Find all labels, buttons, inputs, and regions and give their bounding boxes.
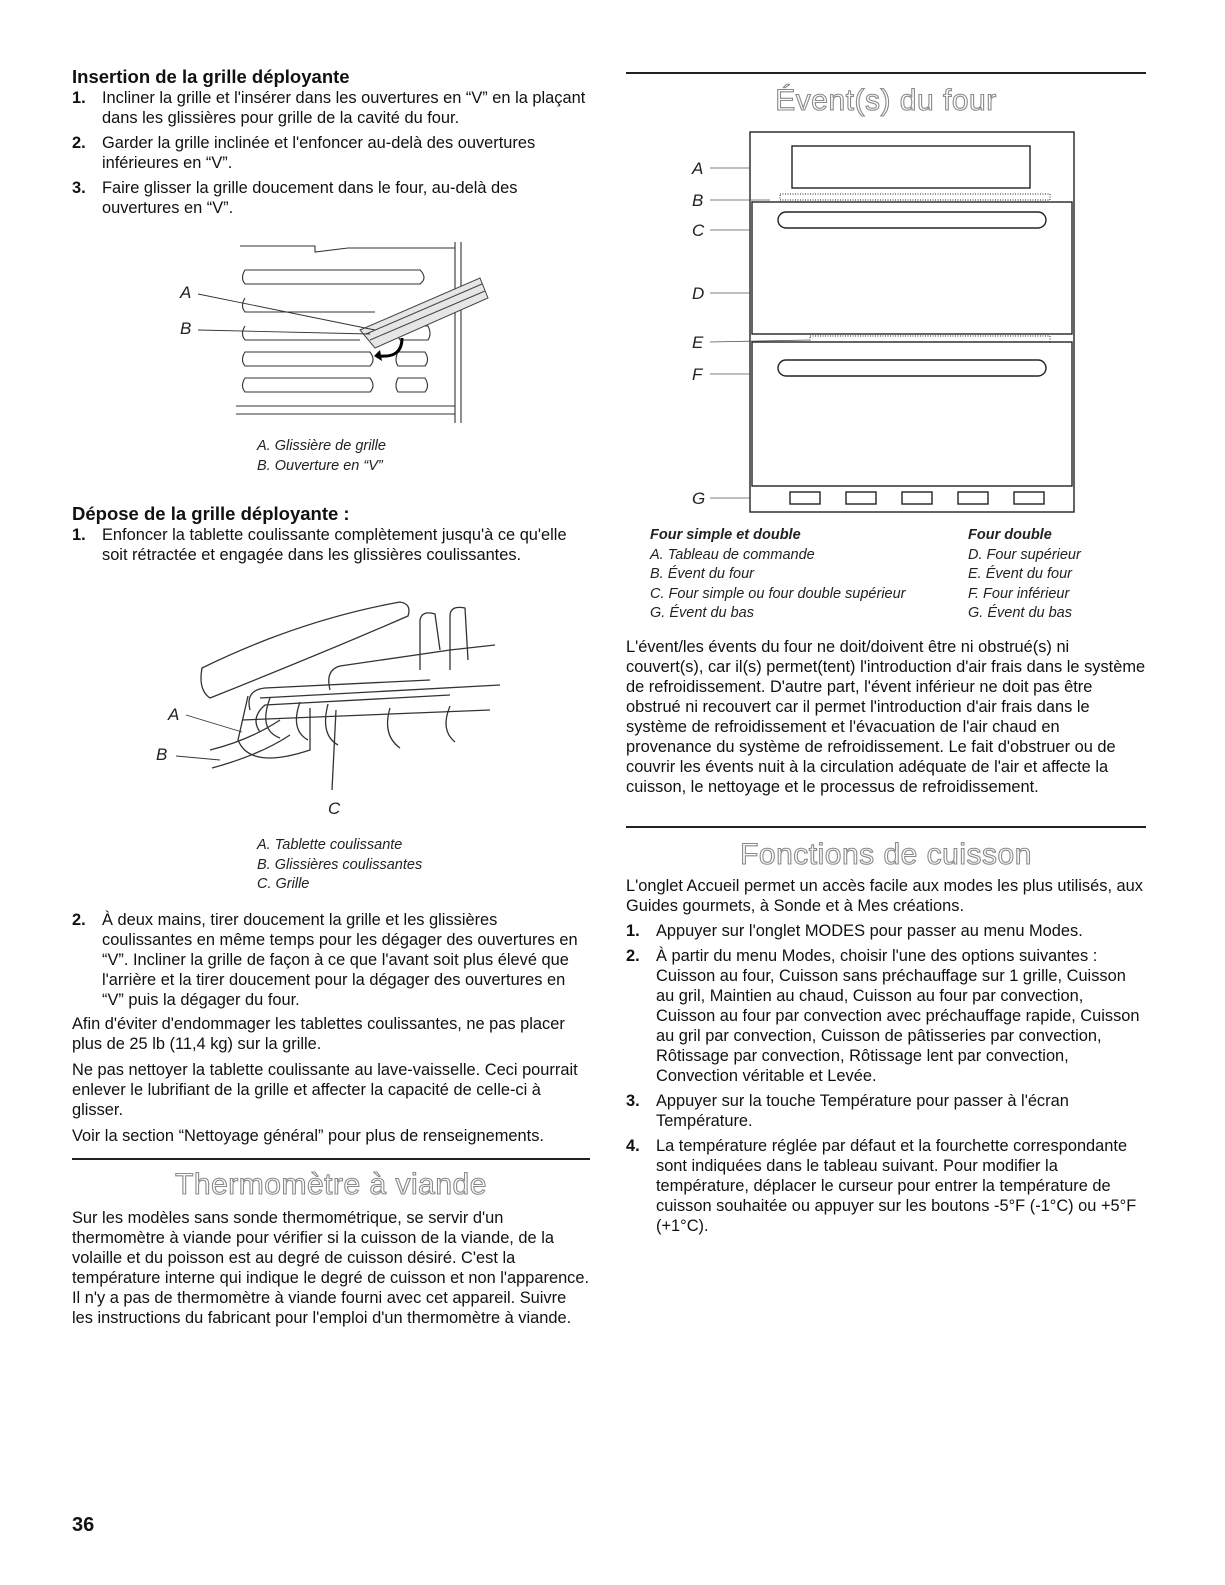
label-c: C xyxy=(692,221,705,240)
list-item: 1. Incliner la grille et l'insérer dans les ouvertures en “V” en la plaçant dans les glissières pour grille de la cavité du four. xyxy=(72,89,586,127)
caption-four-double: Four double D. Four supérieur E. Évent du four F. Four inférieur G. Évent du bas xyxy=(968,527,1081,621)
page-number: 36 xyxy=(72,1514,95,1536)
depose-continued xyxy=(72,910,590,1146)
thermometre-title: Thermomètre à viande xyxy=(175,1168,487,1201)
section-divider xyxy=(626,826,1146,828)
insertion-title: Insertion de la grille déployante xyxy=(72,66,350,87)
events-section xyxy=(626,637,1146,797)
events-title: Évent(s) du four xyxy=(775,84,997,117)
paragraph: Voir la section “Nettoyage général” pour plus de renseignements. xyxy=(72,1127,544,1145)
label-b: B xyxy=(156,745,168,764)
depose-title: Dépose de la grille déployante : xyxy=(72,503,350,524)
list-item: 1. Appuyer sur l'onglet MODES pour passer au menu Modes. xyxy=(626,922,1083,940)
fonctions-title: Fonctions de cuisson xyxy=(740,838,1032,871)
oven-vents-diagram xyxy=(680,128,1080,518)
thermometre-text: Sur les modèles sans sonde thermométrique, se servir d'un thermomètre à viande pour vérifier si la cuisson de la viande, de la volaille et du poisson est au degré de cuisson désiré. C'est la température interne qui indique le degré de cuisson et non l'apparence. Il n'y a pas de thermomètre à viande fourni avec cet appareil. Suivre les instructions du fabricant pour l'emploi d'un thermomètre à viande. xyxy=(72,1209,590,1327)
label-a: A xyxy=(180,283,192,302)
rack-grid xyxy=(360,278,488,348)
section-divider xyxy=(72,1158,590,1160)
list-item: 2. Garder la grille inclinée et l'enfoncer au-delà des ouvertures inférieures en “V”. xyxy=(72,134,536,172)
list-item: 2. À deux mains, tirer doucement la grille et les glissières coulissantes en même temps pour les dégager des ouvertures en “V”. Incliner la grille de façon à ce que l'avant soit plus élevé que l'arrière et la tirer doucement pour la dégager des ouvertures en “V” puis la dégager du four. xyxy=(72,911,578,1009)
label-a: A xyxy=(168,705,180,724)
caption-four-simple: Four simple et double A. Tableau de commande B. Évent du four C. Four simple ou four double supérieur G. Évent du bas xyxy=(650,527,906,621)
thermometre-section xyxy=(72,1208,590,1328)
label-c: C xyxy=(328,799,341,818)
list-item: 1. Enfoncer la tablette coulissante complètement jusqu'à ce qu'elle soit rétractée et engagée dans les glissières coulissantes. xyxy=(72,526,567,564)
upper-vent xyxy=(780,194,1050,200)
events-text: L'évent/les évents du four ne doit/doivent être ni obstrué(s) ni couvert(s), car il(s) permet(tent) l'introduction d'air frais dans le système de refroidissement. D'autre part, l'évent inférieur ne doit pas être obstrué ni recouvert car il permet l'introduction d'air frais dans le système de refroidissement et l'évacuation de l'air chaud en provenance du système de refroidissement. Le fait d'obstruer ou de couvrir les évents nuit à la circulation adéquate de l'air et affecte la cuisson, le nettoyage et le processus de refroidissement. xyxy=(626,638,1146,796)
paragraph: Ne pas nettoyer la tablette coulissante au lave-vaisselle. Ceci pourrait enlever le lubrifiant de la grille et affecter la capacité de celle-ci à glisser. xyxy=(72,1061,578,1119)
list-item: 4. La température réglée par défaut et la fourchette correspondante sont indiquées dans le tableau suivant. Pour modifier la température, déplacer le curseur pour entrer la température de cuisson souhaitée ou appuyer sur les boutons -5°F (-1°C) ou +5°F (+1°C). xyxy=(626,1137,1137,1235)
figure-caption: A. Glissière de grille B. Ouverture en “V” xyxy=(257,438,386,474)
figure-caption: A. Tablette coulissante B. Glissières coulissantes C. Grille xyxy=(257,837,423,892)
fonctions-section xyxy=(626,876,1146,1236)
list-item: 3. Appuyer sur la touche Température pour passer à l'écran Température. xyxy=(626,1092,1069,1130)
label-f: F xyxy=(692,365,703,384)
label-e: E xyxy=(692,333,704,352)
paragraph: Afin d'éviter d'endommager les tablettes coulissantes, ne pas placer plus de 25 lb (11,4 kg) sur la grille. xyxy=(72,1015,565,1053)
label-a: A xyxy=(692,159,704,178)
fonctions-intro: L'onglet Accueil permet un accès facile aux modes les plus utilisés, aux Guides gourmets, à Sonde et à Mes créations. xyxy=(626,877,1143,915)
rack-insertion-illustration xyxy=(170,238,490,428)
list-item: 2. À partir du menu Modes, choisir l'une des options suivantes : Cuisson au four, Cuisson sans préchauffage sur 1 grille, Cuisson au gril, Maintien au chaud, Cuisson au four par convection, Cuisson au four par convection avec préchauffage rapide, Cuisson au gril par convection, Cuisson de pâtisseries par convection, Rôtissage par convection, Rôtissage lent par convection, Convection véritable et Levée. xyxy=(626,947,1140,1085)
label-d: D xyxy=(692,284,705,303)
label-g: G xyxy=(692,489,706,508)
insertion-section xyxy=(72,66,590,218)
lower-vent xyxy=(810,336,1050,342)
insertion-steps xyxy=(72,88,590,218)
label-b: B xyxy=(180,319,192,338)
depose-section xyxy=(72,503,590,565)
list-item: 3. Faire glisser la grille doucement dans le four, au-delà des ouvertures en “V”. xyxy=(72,179,518,217)
slide-rack-illustration xyxy=(150,590,510,820)
section-divider xyxy=(626,72,1146,74)
label-b: B xyxy=(692,191,704,210)
